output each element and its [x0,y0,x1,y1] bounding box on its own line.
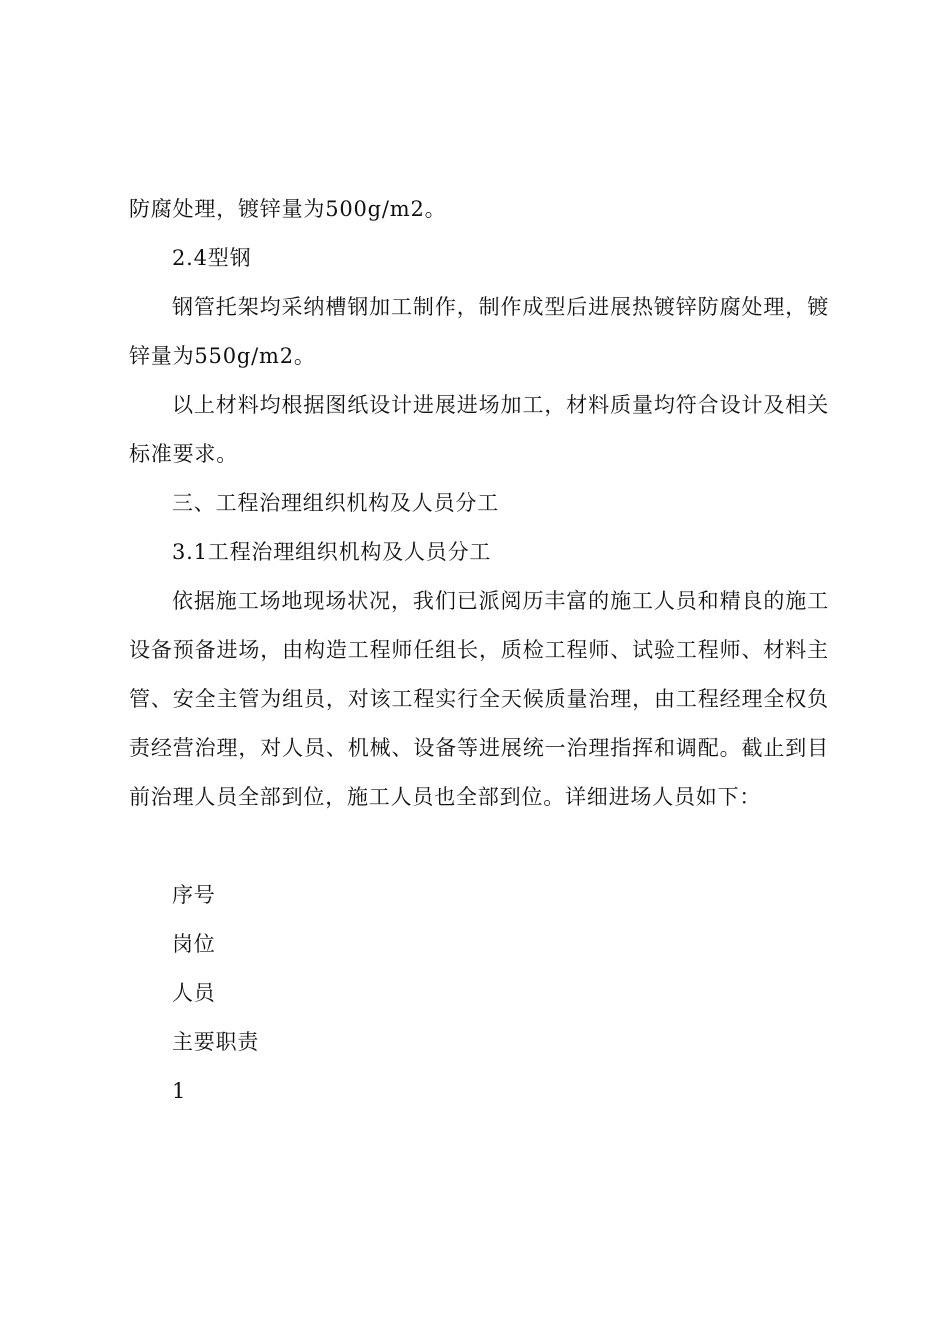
table-header-duties: 主要职责 [172,1030,260,1054]
table-header-position: 岗位 [172,932,216,956]
paragraph-materials-standard: 以上材料均根据图纸设计进展进场加工，材料质量均符合设计及相关标准要求。 [129,393,829,466]
table-header-personnel: 人员 [172,981,216,1005]
table-header-serial: 序号 [172,883,216,907]
paragraph-personnel-arrangement: 依据施工场地现场状况，我们已派阅历丰富的施工人员和精良的施工设备预备进场，由构造工程师任组长，质检工程师、试验工程师、材料主管、安全主管为组员，对该工程实行全天候质量治理，由工程经理全权负责经营治理，对人员、机械、设备等进展统一治理指挥和调配。截止到目前治理人员全部到位，施工人员也全部到位。详细进场人员如下： [129,589,829,809]
section-heading-profile-steel: 2.4型钢 [172,246,252,270]
personnel-table [129,871,829,1116]
document-body [129,185,829,1116]
table-row-index: 1 [172,1079,187,1103]
section-heading-organization: 3.1工程治理组织机构及人员分工 [172,540,492,564]
paragraph-galvanizing-note: 防腐处理，镀锌量为500g/m2。 [129,197,447,221]
paragraph-pipe-bracket: 钢管托架均采纳槽钢加工制作，制作成型后进展热镀锌防腐处理，镀锌量为550g/m2。 [129,295,829,368]
chapter-heading-organization: 三、工程治理组织机构及人员分工 [172,491,499,515]
